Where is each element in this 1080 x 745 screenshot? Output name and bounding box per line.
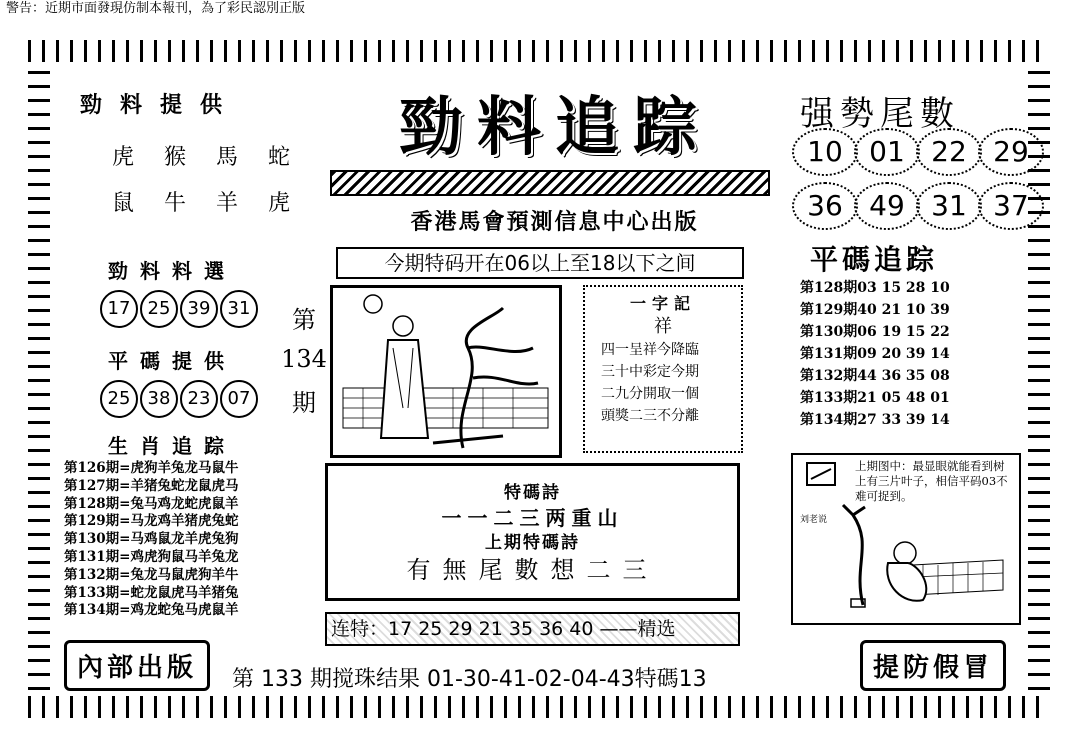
- provide-title: 勁料提供: [80, 93, 241, 118]
- page-title: 勁料追踪: [399, 90, 711, 165]
- flat-number: 23: [180, 380, 218, 418]
- tail-number: 22: [920, 132, 978, 172]
- list-item: 第133期=蛇龙鼠虎马羊猪兔: [64, 584, 239, 601]
- list-item: 第128期=兔马鸡龙蛇虎鼠羊: [64, 495, 239, 512]
- poem-line: 三十中彩定今期: [601, 364, 699, 380]
- poem-title: 一字記: [629, 294, 696, 313]
- tail-number: 49: [858, 186, 916, 226]
- scholar-illustration: [330, 285, 562, 458]
- tail-row-2: [796, 186, 1044, 226]
- flat-history-list: [800, 277, 950, 431]
- last-special-title: 上期特碼詩: [485, 533, 580, 553]
- flat-number: 25: [100, 380, 138, 418]
- list-item: 第131期=鸡虎狗鼠马羊兔龙: [64, 548, 239, 565]
- tail-number: 29: [982, 132, 1040, 172]
- tail-number: 36: [796, 186, 854, 226]
- tail-number: 31: [920, 186, 978, 226]
- tail-title: 强勢尾數: [800, 94, 960, 134]
- zodiac-history-list: [64, 460, 239, 620]
- list-item: 第128期03 15 28 10: [800, 280, 950, 296]
- tail-row-1: [796, 132, 1044, 172]
- issue-prefix: 第: [292, 306, 316, 334]
- cartoon-logo: 刘老说: [800, 515, 828, 525]
- list-item: 第130期=马鸡鼠龙羊虎兔狗: [64, 531, 239, 548]
- zigzag-divider: [330, 170, 770, 196]
- list-item: 第127期=羊猪兔蛇龙鼠虎马: [64, 477, 239, 494]
- pick-title: 勁料料選: [108, 259, 236, 283]
- flat-number: 38: [140, 380, 178, 418]
- tail-number: 37: [982, 186, 1040, 226]
- poem-line: 二九分開取一個: [601, 386, 699, 402]
- draw-result: 第 133 期搅珠结果 01-30-41-02-04-43特碼13: [232, 667, 707, 692]
- range-note: 今期特码开在06以上至18以下之间: [336, 247, 744, 279]
- issue-number: 134: [281, 345, 327, 373]
- list-item: 第132期44 36 35 08: [800, 368, 950, 384]
- last-special-line: 有無尾數想二三: [406, 556, 659, 584]
- flat-title: 平碼提供: [108, 349, 236, 373]
- zodiac-row-1: 虎猴馬蛇: [112, 145, 321, 170]
- flat-number: 07: [220, 380, 258, 418]
- list-item: 第126期=虎狗羊兔龙马鼠牛: [64, 460, 239, 476]
- list-item: 第132期=兔龙马鼠虎狗羊牛: [64, 566, 239, 583]
- pick-number: 25: [140, 290, 178, 328]
- special-line: 一一二三两重山: [441, 506, 624, 530]
- flat-numbers: [100, 380, 260, 418]
- list-item: 第134期27 33 39 14: [800, 412, 950, 428]
- pick-number: 31: [220, 290, 258, 328]
- stamp-right: 提防假冒: [860, 640, 1006, 691]
- poem-box: [583, 285, 743, 453]
- tail-number: 01: [858, 132, 916, 172]
- list-item: 第129期40 21 10 39: [800, 302, 950, 318]
- poem-line: 頭獎二三不分離: [601, 408, 699, 424]
- list-item: 第129期=马龙鸡羊猪虎兔蛇: [64, 513, 239, 530]
- poem-word: 祥: [654, 316, 672, 337]
- cartoon-caption: 上期图中：最显眼就能看到树上有三片叶子，相信平码03不难可捉到。: [855, 459, 1008, 503]
- zodiac-row-2: 鼠牛羊虎: [112, 191, 321, 216]
- issue-suffix: 期: [292, 389, 316, 417]
- tail-number: 10: [796, 132, 854, 172]
- special-poem-box: [325, 463, 740, 601]
- list-item: 第131期09 20 39 14: [800, 346, 950, 362]
- flat-track-title: 平碼追踪: [810, 243, 939, 276]
- poem-line: 四一呈祥今降臨: [601, 342, 699, 358]
- list-item: 第133期21 05 48 01: [800, 390, 950, 406]
- stamp-left: 內部出版: [64, 640, 210, 691]
- warning-notice: 警告：近期市面發現仿制本報刊，為了彩民認別正版: [6, 1, 306, 16]
- list-item: 第130期06 19 15 22: [800, 324, 950, 340]
- pick-number: 39: [180, 290, 218, 328]
- pick-numbers: [100, 290, 260, 328]
- special-title: 特碼詩: [504, 483, 561, 503]
- zodiac-track-title: 生肖追踪: [108, 434, 236, 458]
- picks-row: 连特：17 25 29 21 35 36 40 ——精选: [325, 612, 740, 646]
- publisher-line: 香港馬會預測信息中心出版: [410, 210, 699, 235]
- list-item: 第134期=鸡龙蛇兔马虎鼠羊: [64, 602, 239, 619]
- pick-number: 17: [100, 290, 138, 328]
- issue-label: [280, 300, 328, 418]
